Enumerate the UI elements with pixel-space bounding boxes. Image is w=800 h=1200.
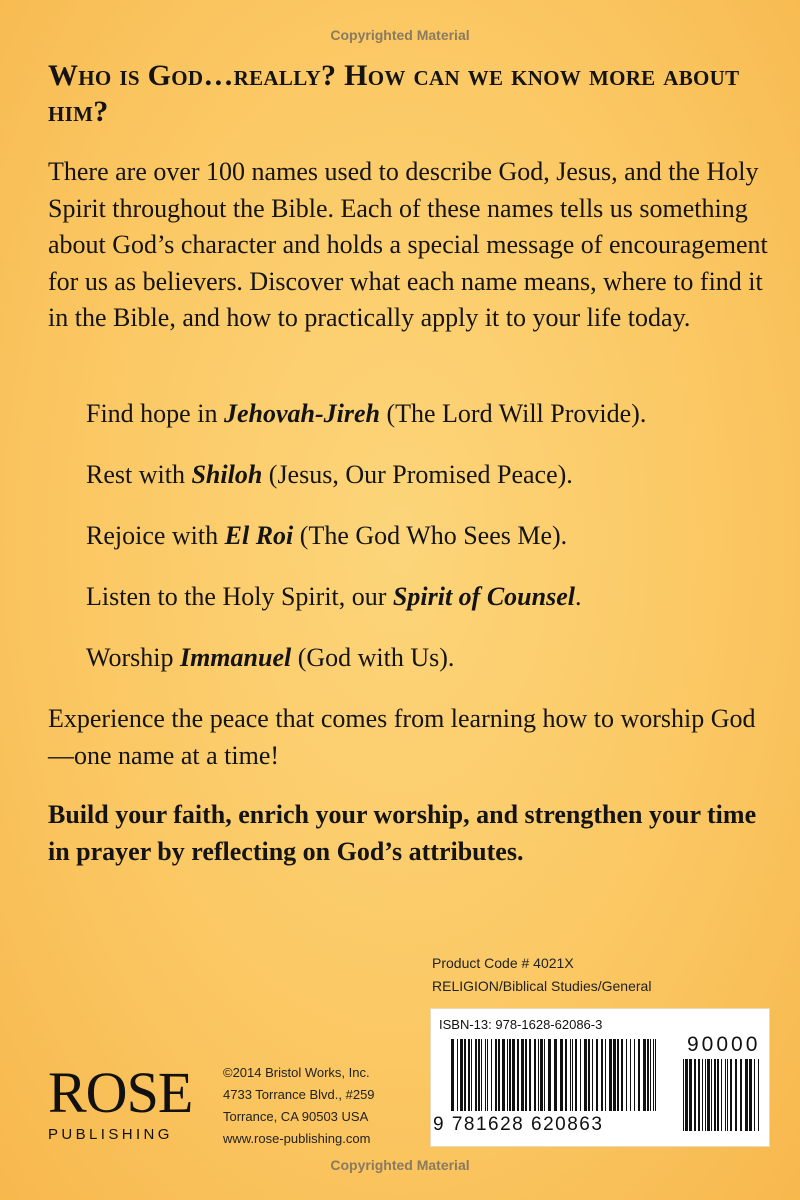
barcode-bar bbox=[745, 1059, 748, 1131]
barcode-bar bbox=[735, 1059, 737, 1131]
copyright-line: ©2014 Bristol Works, Inc. bbox=[223, 1065, 370, 1080]
barcode-bar bbox=[525, 1039, 527, 1111]
product-code: Product Code # 4021X bbox=[432, 955, 574, 971]
address-line: 4733 Torrance Blvd., #259 bbox=[223, 1087, 375, 1102]
barcode-bar bbox=[630, 1039, 631, 1111]
barcode-bar bbox=[451, 1039, 454, 1111]
barcode-bar bbox=[617, 1039, 619, 1111]
barcode-bar bbox=[758, 1059, 759, 1131]
barcode-bar bbox=[650, 1039, 651, 1111]
watermark-top: Copyrighted Material bbox=[330, 27, 470, 43]
barcode-bar bbox=[634, 1039, 635, 1111]
item-text: Rest with bbox=[86, 460, 192, 489]
product-info bbox=[432, 952, 772, 998]
list-item bbox=[86, 457, 766, 493]
barcode-bar bbox=[565, 1039, 567, 1111]
barcode-bar bbox=[705, 1059, 706, 1131]
barcode-bar bbox=[538, 1039, 539, 1111]
barcode-bar bbox=[711, 1059, 712, 1131]
barcode-bar bbox=[570, 1039, 571, 1111]
item-text: Worship bbox=[86, 643, 180, 672]
barcode-bar bbox=[521, 1039, 524, 1111]
barcode-bar bbox=[626, 1039, 627, 1111]
barcode-bar bbox=[534, 1039, 536, 1111]
item-name: Spirit of Counsel bbox=[392, 582, 575, 611]
barcode-bar bbox=[509, 1039, 511, 1111]
barcode-bar bbox=[685, 1059, 688, 1131]
item-text: (The God Who Sees Me). bbox=[293, 521, 568, 550]
barcode-bar bbox=[475, 1039, 477, 1111]
barcode-bar bbox=[638, 1039, 640, 1111]
barcode-bar bbox=[647, 1039, 649, 1111]
address-line: Torrance, CA 90503 USA bbox=[223, 1109, 369, 1124]
logo-subtitle: PUBLISHING bbox=[48, 1126, 173, 1143]
barcode-bar bbox=[717, 1059, 719, 1131]
barcode bbox=[430, 1008, 770, 1147]
list-item bbox=[86, 396, 766, 432]
barcode-bar bbox=[707, 1059, 710, 1131]
barcode-bar bbox=[544, 1039, 545, 1111]
item-name: Immanuel bbox=[179, 643, 292, 672]
headline: Who is God…really? How can we know more about him? bbox=[48, 59, 740, 128]
barcode-bar bbox=[740, 1059, 742, 1131]
barcode-bar bbox=[529, 1039, 531, 1111]
barcode-bar bbox=[584, 1039, 587, 1111]
barcode-bar bbox=[575, 1039, 577, 1111]
item-text: Rejoice with bbox=[86, 521, 225, 550]
barcode-bar bbox=[754, 1059, 755, 1131]
barcode-bar bbox=[730, 1059, 732, 1131]
barcode-bar bbox=[621, 1039, 623, 1111]
copyright-block bbox=[223, 1062, 423, 1150]
barcode-bar bbox=[548, 1039, 551, 1111]
barcode-bar bbox=[464, 1039, 466, 1111]
barcode-bar bbox=[517, 1039, 519, 1111]
item-name: Jehovah-Jireh bbox=[223, 399, 380, 428]
barcode-bar bbox=[487, 1039, 488, 1111]
barcode-bar bbox=[702, 1059, 703, 1131]
list-item bbox=[86, 518, 766, 554]
barcode-bar bbox=[471, 1039, 472, 1111]
barcode-bar bbox=[698, 1059, 700, 1131]
website-line: www.rose-publishing.com bbox=[223, 1131, 371, 1146]
barcode-bar bbox=[749, 1059, 752, 1131]
barcode-bar bbox=[580, 1039, 581, 1111]
barcode-bar bbox=[725, 1059, 726, 1131]
barcode-bar bbox=[613, 1039, 616, 1111]
barcode-bar bbox=[491, 1039, 492, 1111]
barcode-bar bbox=[655, 1039, 656, 1111]
name-list bbox=[86, 396, 766, 701]
barcode-bar bbox=[554, 1039, 557, 1111]
experience-paragraph: Experience the peace that comes from learning how to worship God—one name at a time! bbox=[48, 704, 756, 770]
barcode-bar bbox=[507, 1039, 508, 1111]
item-text: (God with Us). bbox=[291, 643, 455, 672]
barcode-bar bbox=[592, 1039, 593, 1111]
barcode-bar bbox=[498, 1039, 500, 1111]
barcode-bar bbox=[572, 1039, 573, 1111]
barcode-bar bbox=[588, 1039, 590, 1111]
barcode-bar bbox=[495, 1039, 497, 1111]
barcode-bar bbox=[721, 1059, 722, 1131]
list-item bbox=[86, 640, 766, 676]
product-category: RELIGION/Biblical Studies/General bbox=[432, 978, 652, 994]
item-text: Find hope in bbox=[86, 399, 224, 428]
barcode-bar bbox=[457, 1039, 458, 1111]
price-code: 90000 bbox=[687, 1033, 761, 1056]
barcode-bar bbox=[609, 1039, 612, 1111]
item-name: Shiloh bbox=[191, 460, 263, 489]
barcode-bar bbox=[460, 1039, 463, 1111]
barcode-bar bbox=[689, 1059, 692, 1131]
item-text: (Jesus, Our Promised Peace). bbox=[262, 460, 573, 489]
intro-paragraph: There are over 100 names used to describe God, Jesus, and the Holy Spirit throughout the Bible. Each of these names tells us something about God’s character and holds a special message of encouragement for us as believers. Discover what each name means, where to find it in the Bible, and how to practically apply it to your life today. bbox=[48, 157, 768, 332]
barcode-bar bbox=[683, 1059, 684, 1131]
barcode-bar bbox=[643, 1039, 646, 1111]
barcode-bar bbox=[727, 1059, 728, 1131]
item-text: . bbox=[574, 582, 582, 611]
watermark-bottom: Copyrighted Material bbox=[330, 1157, 470, 1173]
barcode-bar bbox=[512, 1039, 515, 1111]
barcode-bar bbox=[694, 1059, 696, 1131]
barcode-bar bbox=[605, 1039, 606, 1111]
isbn-label: ISBN-13: 978-1628-62086-3 bbox=[439, 1017, 603, 1032]
barcode-bar bbox=[485, 1039, 486, 1111]
barcode-bar bbox=[481, 1039, 482, 1111]
ean-barcode-bars bbox=[451, 1039, 661, 1119]
list-item bbox=[86, 579, 766, 615]
barcode-bar bbox=[601, 1039, 603, 1111]
item-text: (The Lord Will Provide). bbox=[379, 399, 647, 428]
rose-publishing-logo bbox=[48, 1060, 213, 1148]
build-faith-paragraph: Build your faith, enrich your worship, and strengthen your time in prayer by reflecting on God’s attributes. bbox=[48, 800, 757, 866]
barcode-bar bbox=[714, 1059, 716, 1131]
logo-word: ROSE bbox=[48, 1060, 193, 1125]
barcode-bar bbox=[653, 1039, 654, 1111]
ean-digits: 9 781628 620863 bbox=[433, 1114, 604, 1135]
barcode-bar bbox=[560, 1039, 563, 1111]
barcode-bar bbox=[468, 1039, 470, 1111]
barcode-bar bbox=[540, 1039, 543, 1111]
price-barcode-bars bbox=[683, 1059, 763, 1139]
item-name: El Roi bbox=[224, 521, 294, 550]
barcode-bar bbox=[502, 1039, 505, 1111]
barcode-bar bbox=[478, 1039, 480, 1111]
barcode-bar bbox=[596, 1039, 598, 1111]
item-text: Listen to the Holy Spirit, our bbox=[86, 582, 393, 611]
